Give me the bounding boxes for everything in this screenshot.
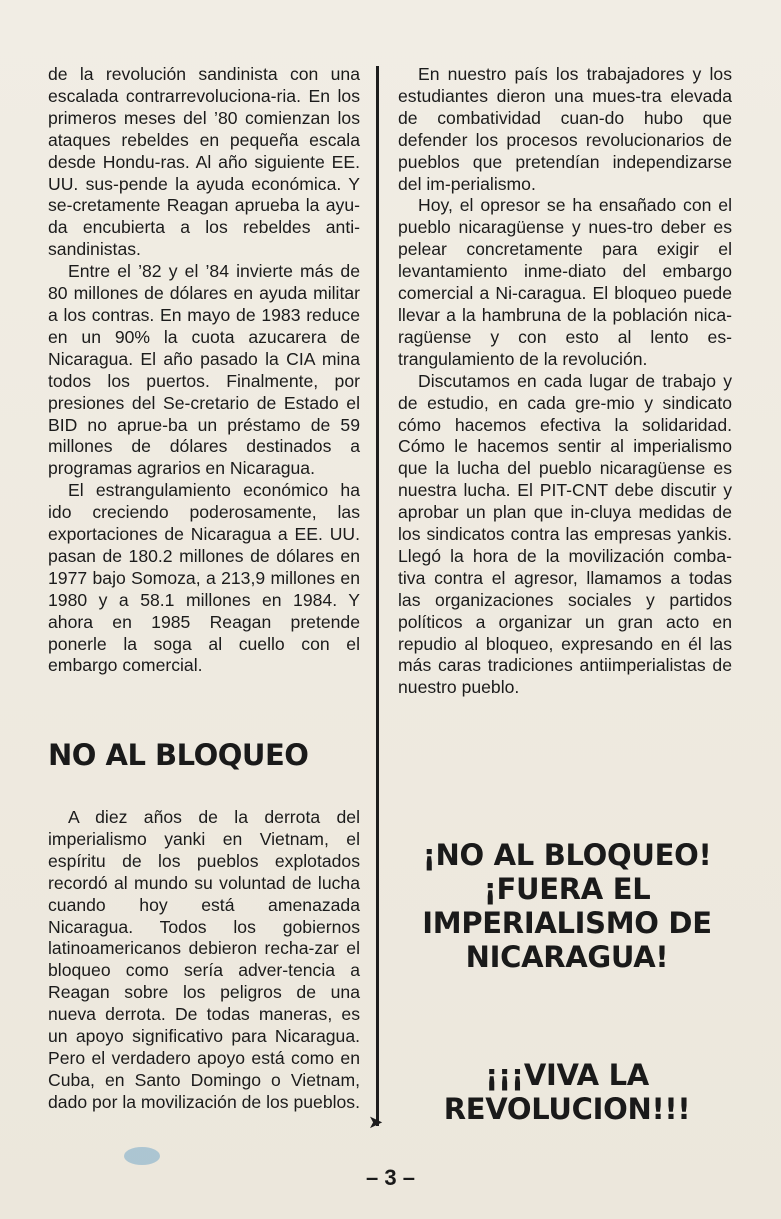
closing-slogan: [400, 1058, 734, 1126]
slogan-line: REVOLUCION!!!: [443, 1092, 691, 1126]
column-divider: [376, 66, 379, 1126]
slogan-line: ¡¡¡VIVA LA: [485, 1058, 649, 1092]
slogan-block: [400, 838, 734, 974]
paragraph: El estrangulamiento económico ha ido creciendo poderosamente, las exportaciones de Nicaragua a EE. UU. pasan de 180.2 millones de dólares en 1977 bajo Somoza, a 213,9 millones en 1980 y a 58.1 millones en 1984. Y ahora en 1985 Reagan pretende ponerle la soga al cuello con el embargo comercial.: [48, 480, 360, 676]
ink-stain: [124, 1147, 160, 1165]
divider-arrow-icon: ➤: [368, 1112, 384, 1132]
page-number: – 3 –: [366, 1165, 415, 1190]
paragraph: En nuestro país los trabajadores y los estudiantes dieron una mues-tra elevada de combatividad cuan-do hubo que defender los procesos revolucionarios de pueblos que pretendían independizarse del im-perialismo.: [398, 64, 732, 194]
slogan-line: IMPERIALISMO DE: [422, 906, 712, 940]
slogan-line: ¡FUERA EL: [483, 872, 651, 906]
section-heading: NO AL BLOQUEO: [48, 738, 309, 772]
paragraph: Entre el ’82 y el ’84 invierte más de 80 millones de dólares en ayuda militar a los contras. En mayo de 1983 reduce en un 90% la cuota azucarera de Nicaragua. El año pasado la CIA mina todos los puertos. Finalmente, por presiones del Se-cretario de Estado el BID no aprue-ba un préstamo de 59 millones de dólares destinados a programas agrarios en Nicaragua.: [48, 261, 360, 479]
paragraph: Hoy, el opresor se ha ensañado con el pueblo nicaragüense y nues-tro deber es pelear concretamente para exigir el levantamiento inme-diato del embargo comercial a Ni-caragua. El bloqueo puede llevar a la hambruna de la población nica-ragüense y con esto al lento es-trangulamiento de la revolución.: [398, 195, 732, 369]
left-column-lower: [48, 807, 360, 1114]
paragraph: de la revolución sandinista con una escalada contrarrevoluciona-ria. En los primeros meses del ’80 comienzan los ataques rebeldes en pequeña escala desde Hondu-ras. Al año siguiente EE. UU. sus-pende la ayuda económica. Y se-cretamente Reagan aprueba la ayu-da encubierta a los rebeldes anti-sandinistas.: [48, 64, 360, 260]
paragraph: A diez años de la derrota del imperialismo yanki en Vietnam, el espíritu de los pueblos explotados recordó al mundo su voluntad de lucha cuando hoy está amenazada Nicaragua. Todos los gobiernos latinoamericanos debieron recha-zar el bloqueo como sería adver-tencia a Reagan sobre los peligros de una nueva derrota. De todas maneras, es un apoyo significativo para Nicaragua. Pero el verdadero apoyo está como en Cuba, en Santo Domingo o Vietnam, dado por la movilización de los pueblos.: [48, 807, 360, 1112]
right-column: [398, 64, 732, 699]
left-column: [48, 64, 360, 677]
paragraph: Discutamos en cada lugar de trabajo y de estudio, en cada gre-mio y sindicato cómo hacemos efectiva la solidaridad. Cómo le hacemos sentir al imperialismo que la lucha del pueblo nicaragüense es nuestra lucha. El PIT-CNT debe discutir y aprobar un plan que in-cluya medidas de los sindicatos contra las empresas yankis. Llegó la hora de la movilización comba-tiva contra el agresor, llamamos a todas las organizaciones sociales y partidos políticos a organizar un gran acto en repudio al bloqueo, expresando en él las más caras tradiciones antiimperialistas de nuestro pueblo.: [398, 370, 732, 698]
slogan-line: ¡NO AL BLOQUEO!: [422, 838, 712, 872]
slogan-line: NICARAGUA!: [465, 940, 669, 974]
